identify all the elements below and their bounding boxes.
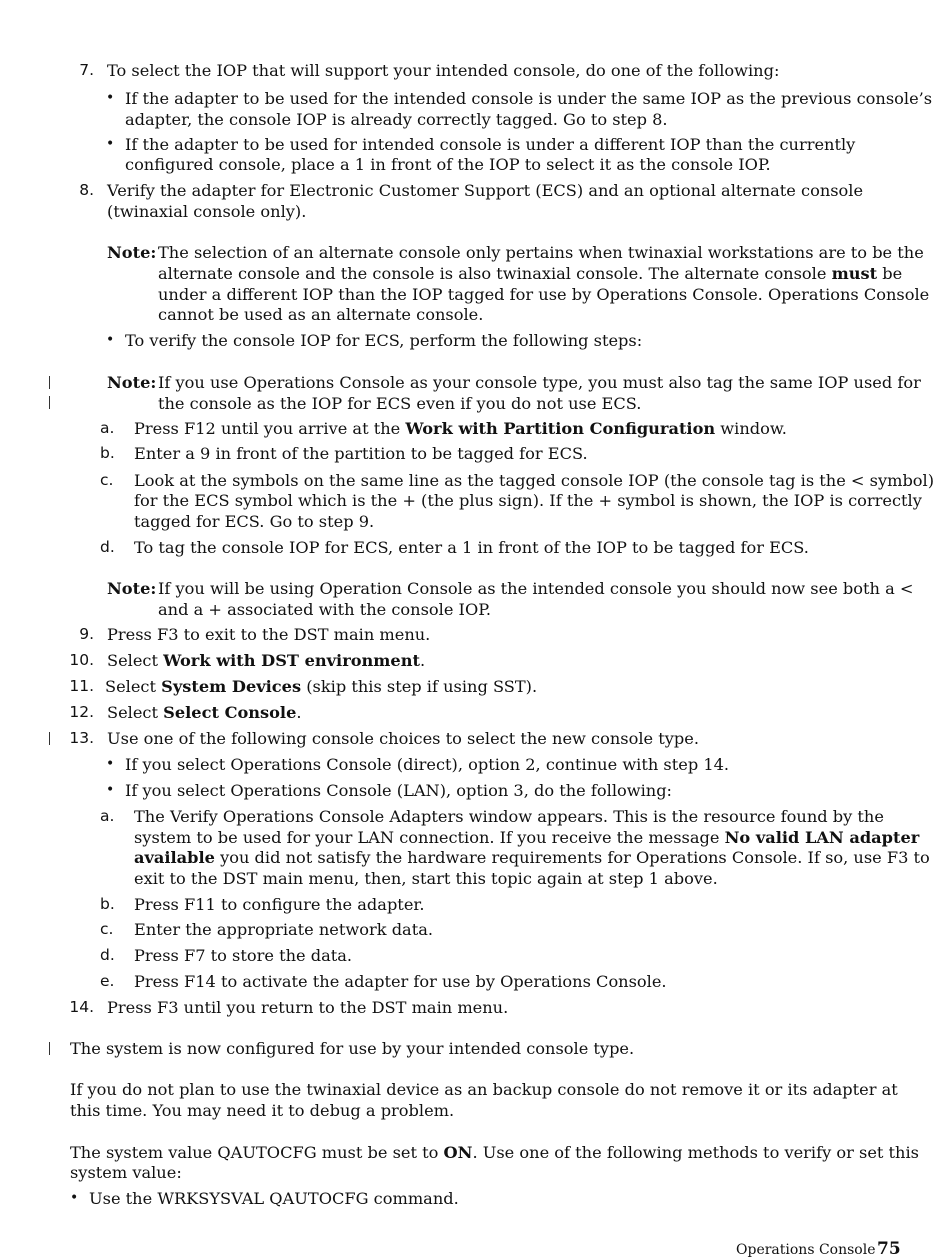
change-bar	[49, 376, 50, 389]
bullet-glyph: •	[106, 782, 115, 798]
note-text: alternate console and the console is also twinaxial console. The alternate console must be	[158, 264, 903, 283]
step-text: To select the IOP that will support your intended console, do one of the following:	[107, 61, 780, 80]
paragraph: system value:	[70, 1163, 182, 1182]
substep-label: a.	[100, 419, 115, 437]
step-number: 9.	[79, 625, 94, 643]
footer-title: Operations Console	[736, 1242, 876, 1258]
step-number: 13.	[69, 729, 94, 747]
substep-text: Press F11 to configure the adapter.	[134, 895, 425, 914]
substep-text: for the ECS symbol which is the + (the plus sign). If the + symbol is shown, the IOP is correctly	[134, 491, 922, 510]
note-text: The selection of an alternate console only pertains when twinaxial workstations are to be the	[158, 243, 924, 262]
step-text: Select Work with DST environment.	[107, 651, 426, 670]
substep-label: d.	[100, 538, 115, 556]
change-bar	[49, 396, 50, 409]
substep-label: b.	[100, 895, 115, 913]
note-text: and a + associated with the console IOP.	[158, 600, 491, 619]
substep-text: Press F12 until you arrive at the Work with Partition Configuration window.	[134, 419, 787, 438]
bullet-text: If you select Operations Console (LAN), option 3, do the following:	[125, 781, 673, 800]
substep-text: Enter the appropriate network data.	[134, 920, 434, 939]
substep-text: To tag the console IOP for ECS, enter a 1 in front of the IOP to be tagged for ECS.	[134, 538, 809, 557]
step-text: Use one of the following console choices to select the new console type.	[107, 729, 699, 748]
step-number: 7.	[79, 61, 94, 79]
bullet-text: Use the WRKSYSVAL QAUTOCFG command.	[89, 1189, 459, 1208]
bullet-text: To verify the console IOP for ECS, perform the following steps:	[125, 331, 643, 350]
note-label: Note:	[107, 373, 157, 392]
step-text: (twinaxial console only).	[107, 202, 307, 221]
substep-text: exit to the DST main menu, then, start this topic again at step 1 above.	[134, 869, 718, 888]
substep-text: Enter a 9 in front of the partition to be tagged for ECS.	[134, 444, 588, 463]
substep-label: e.	[100, 972, 115, 990]
bullet-glyph: •	[70, 1190, 79, 1206]
substep-label: c.	[100, 471, 114, 489]
bullet-text: If the adapter to be used for the intended console is under the same IOP as the previous console’s	[125, 89, 933, 108]
substep-text: The Verify Operations Console Adapters window appears. This is the resource found by the	[134, 807, 884, 826]
paragraph: The system value QAUTOCFG must be set to ON. Use one of the following methods to verify or set this	[70, 1143, 919, 1162]
substep-label: d.	[100, 946, 115, 964]
note-text: the console as the IOP for ECS even if you do not use ECS.	[158, 394, 642, 413]
substep-text: Press F7 to store the data.	[134, 946, 353, 965]
substep-text: available you did not satisfy the hardware requirements for Operations Console. If so, use F3 to	[134, 848, 930, 867]
substep-text: Press F14 to activate the adapter for use by Operations Console.	[134, 972, 667, 991]
substep-text: Look at the symbols on the same line as the tagged console IOP (the console tag is the < symbol)	[134, 471, 935, 490]
note-label: Note:	[107, 243, 157, 262]
bullet-text: configured console, place a 1 in front of the IOP to select it as the console IOP.	[125, 155, 771, 174]
note-text: under a different IOP than the IOP tagged for use by Operations Console. Operations Console	[158, 285, 930, 304]
page-number: 75	[877, 1239, 901, 1259]
note-text: If you will be using Operation Console as the intended console you should now see both a <	[158, 579, 914, 598]
change-bar	[49, 732, 50, 745]
bullet-glyph: •	[106, 332, 115, 348]
step-number: 11.	[69, 677, 94, 695]
bullet-text: adapter, the console IOP is already correctly tagged. Go to step 8.	[125, 110, 668, 129]
change-bar	[49, 1042, 50, 1055]
paragraph: The system is now configured for use by your intended console type.	[70, 1039, 635, 1058]
bullet-glyph: •	[106, 136, 115, 152]
step-number: 12.	[69, 703, 94, 721]
note-text: If you use Operations Console as your console type, you must also tag the same IOP used for	[158, 373, 921, 392]
note-label: Note:	[107, 579, 157, 598]
substep-label: b.	[100, 444, 115, 462]
substep-text: tagged for ECS. Go to step 9.	[134, 512, 375, 531]
bullet-glyph: •	[106, 756, 115, 772]
bullet-text: If the adapter to be used for intended console is under a different IOP than the currently	[125, 135, 856, 154]
substep-text: system to be used for your LAN connection. If you receive the message No valid LAN adapter	[134, 828, 920, 847]
bullet-glyph: •	[106, 90, 115, 106]
note-text: cannot be used as an alternate console.	[158, 305, 484, 324]
substep-label: c.	[100, 920, 114, 938]
substep-label: a.	[100, 807, 115, 825]
step-text: Verify the adapter for Electronic Customer Support (ECS) and an optional alternate console	[107, 181, 864, 200]
step-text: Press F3 to exit to the DST main menu.	[107, 625, 431, 644]
bullet-text: If you select Operations Console (direct), option 2, continue with step 14.	[125, 755, 730, 774]
paragraph: this time. You may need it to debug a problem.	[70, 1101, 455, 1120]
step-text: Press F3 until you return to the DST main menu.	[107, 998, 509, 1017]
step-number: 14.	[69, 998, 94, 1016]
paragraph: If you do not plan to use the twinaxial device as an backup console do not remove it or its adapter at	[70, 1080, 898, 1099]
step-number: 10.	[69, 651, 94, 669]
step-text: Select Select Console.	[107, 703, 302, 722]
step-text: Select System Devices (skip this step if using SST).	[105, 677, 538, 696]
step-number: 8.	[79, 181, 94, 199]
